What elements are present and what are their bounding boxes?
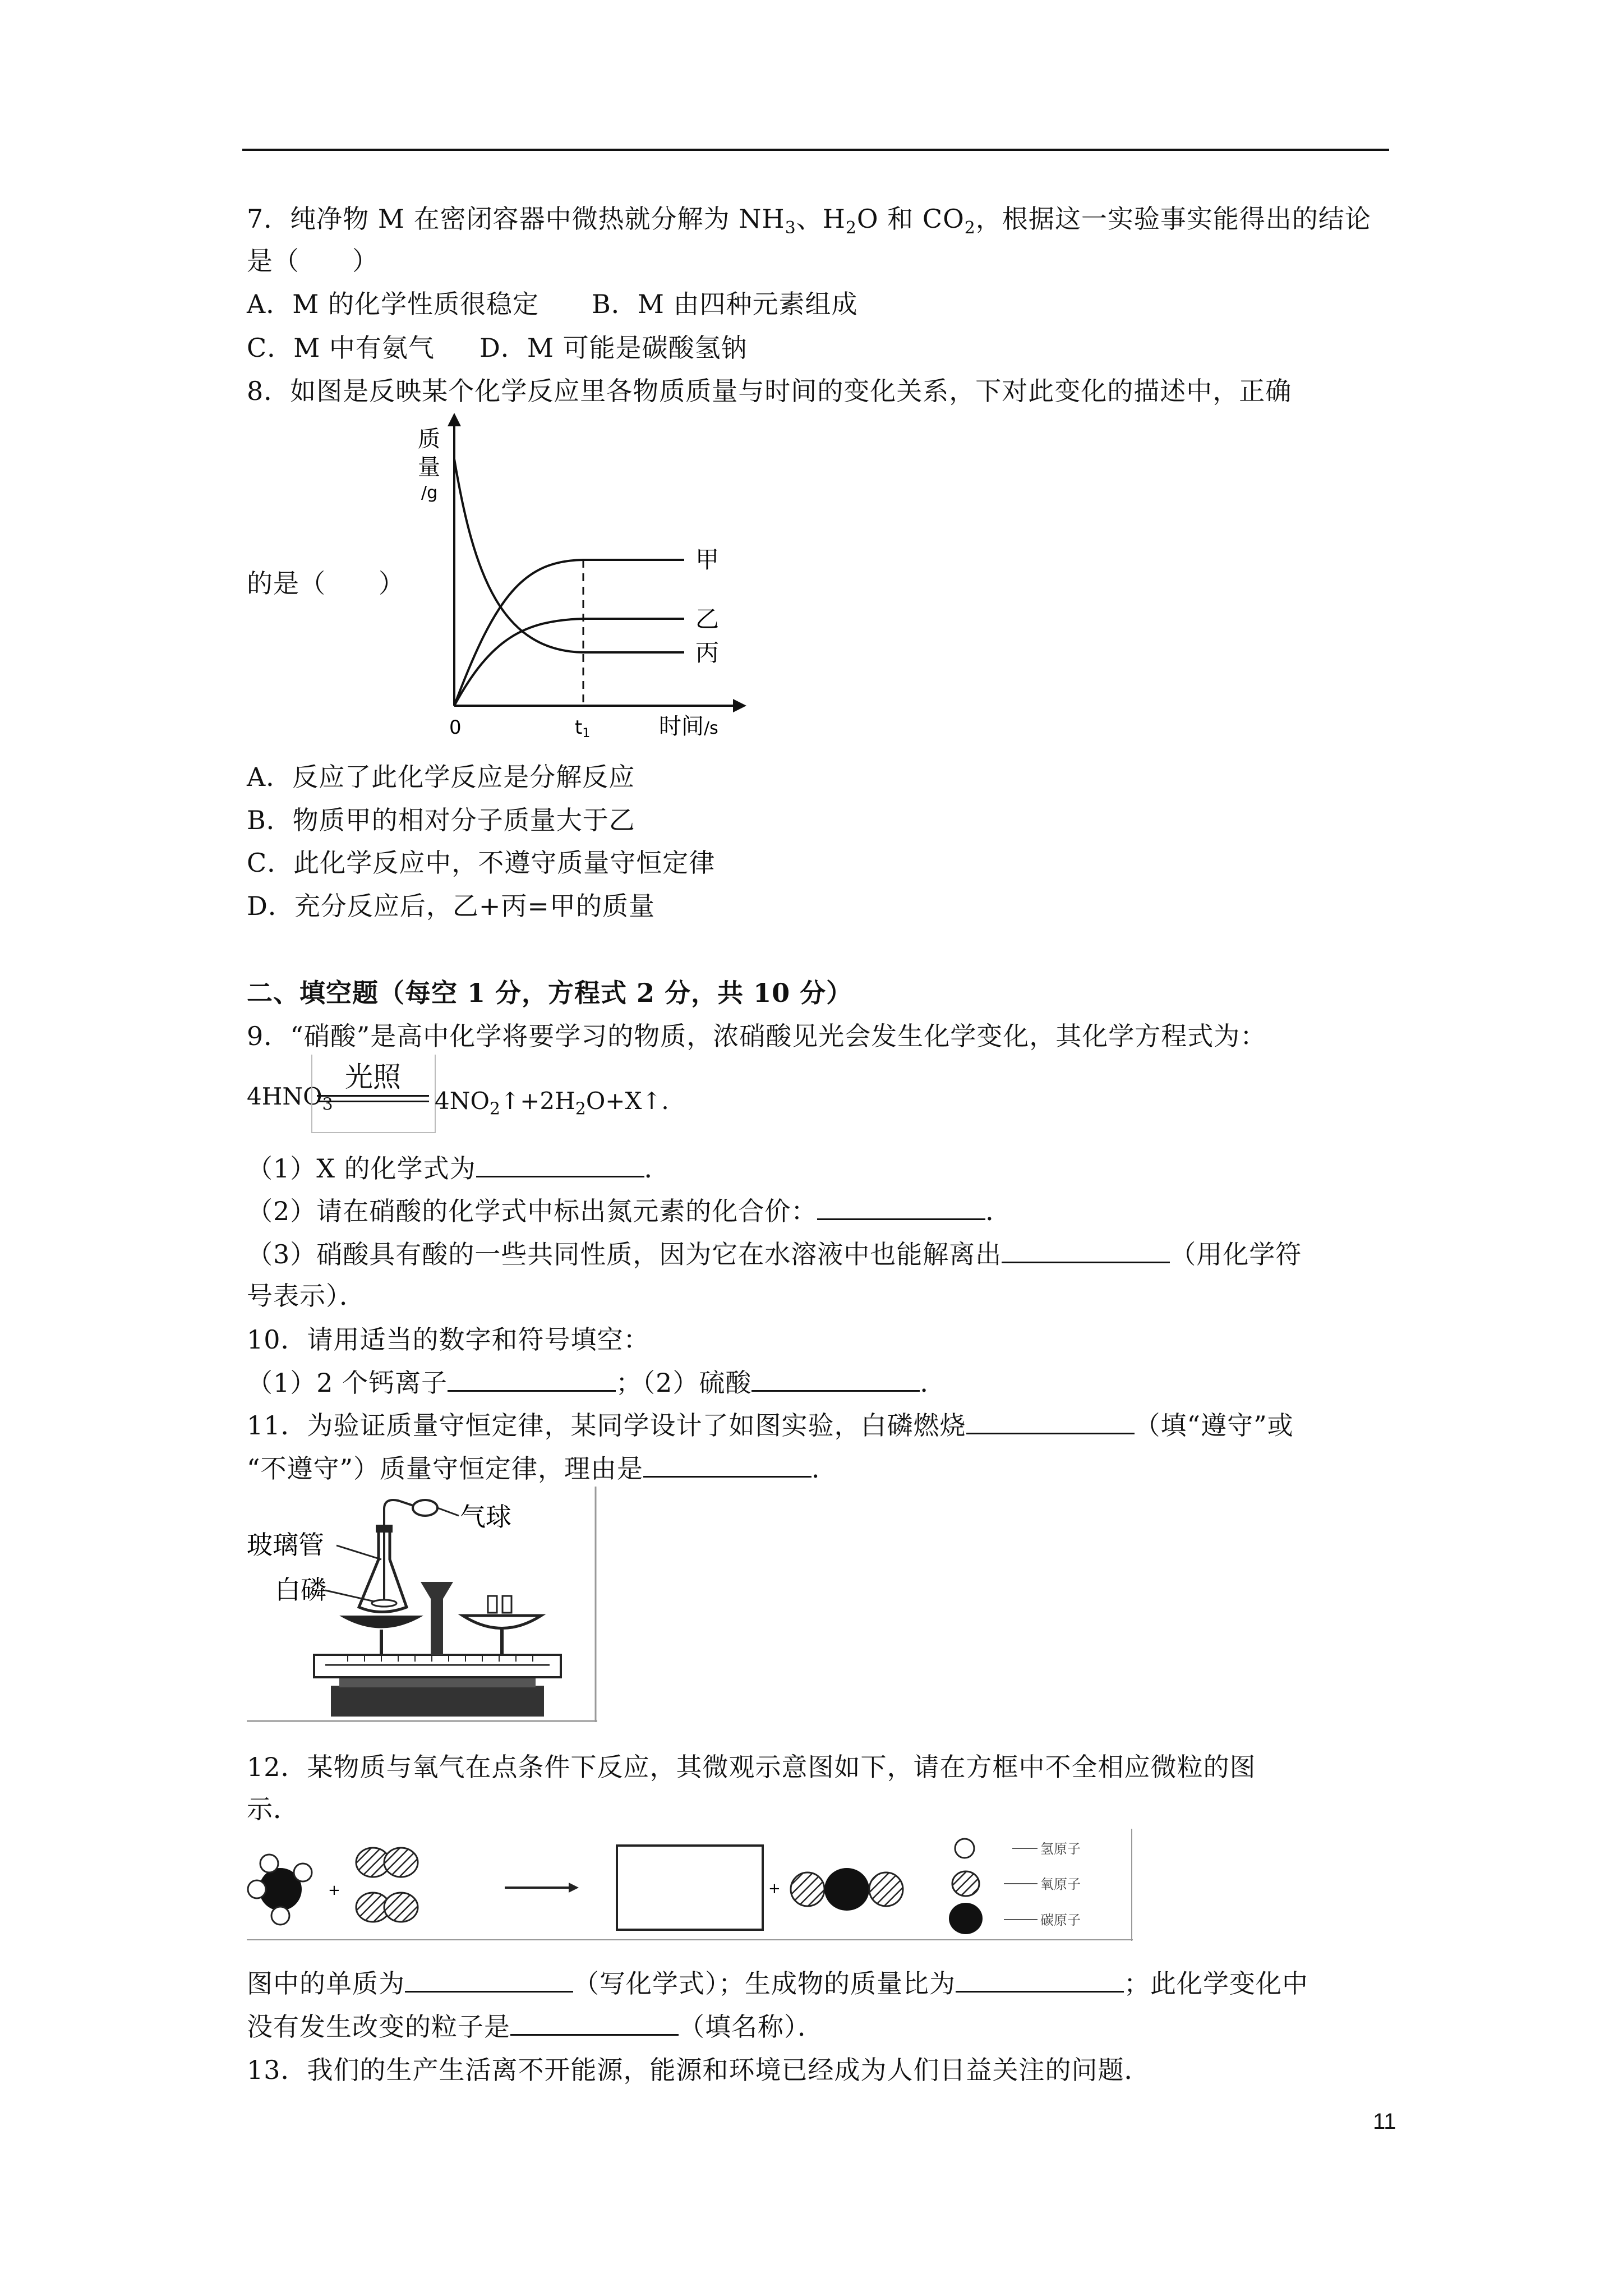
q12-part1: 图中的单质为 （写化学式）；生成物的质量比为 ；此化学变化中 — [247, 1966, 1308, 2000]
q11-stem: 11．为验证质量守恒定律，某同学设计了如图实验，白磷燃烧 （填“遵守”或 — [247, 1408, 1294, 1442]
q10-stem: 10．请用适当的数字和符号填空： — [247, 1324, 650, 1355]
q9-part3: （3）硝酸具有酸的一些共同性质，因为它在水溶液中也能解离出 （用化学符 — [247, 1237, 1302, 1271]
series-label-jia: 甲 — [695, 546, 720, 573]
q9-condition: 光照 — [345, 1061, 401, 1093]
q8-option-d: D．充分反应后，乙+丙=甲的质量 — [247, 891, 655, 921]
mass-time-chart — [412, 408, 771, 745]
q9-stem: 9．“硝酸”是高中化学将要学习的物质，浓硝酸见光会发生化学变化，其化学方程式为： — [247, 1021, 1267, 1051]
q7-stem-line2: 是（ ） — [247, 246, 379, 276]
q9-equation: $4HNO_3$ 光照 $4NO_2↑+2H_2O+X↑$． — [247, 1055, 920, 1133]
balloon — [413, 1500, 437, 1516]
q12-blank-1[interactable] — [405, 1966, 573, 1993]
label-white-phosphorus: 白磷 — [275, 1575, 326, 1605]
answer-box[interactable] — [617, 1846, 763, 1930]
label-balloon: 气球 — [460, 1502, 511, 1532]
q7-option-b: B．M 由四种元素组成 — [592, 289, 858, 319]
q10-parts: （1）2 个钙离子 ；（2）硫酸 ． — [247, 1365, 946, 1400]
q10-blank-2[interactable] — [751, 1365, 920, 1392]
q8-option-a: A．反应了此化学反应是分解反应 — [247, 762, 635, 792]
legend-o-label: 氧原子 — [1040, 1876, 1081, 1892]
legend-c-label: 碳原子 — [1040, 1912, 1081, 1928]
q9-blank-3[interactable] — [1002, 1237, 1170, 1263]
header-rule — [242, 149, 1389, 151]
q11-blank-1[interactable] — [966, 1408, 1135, 1434]
series-bing-line — [454, 459, 684, 652]
legend — [949, 1839, 1081, 1934]
q11-blank-2[interactable] — [643, 1451, 811, 1478]
series-label-bing: 丙 — [695, 639, 720, 666]
reaction-arrow-icon — [569, 1883, 579, 1893]
y-axis-label-unit: /g — [421, 483, 438, 503]
plus-sign-1: + — [328, 1882, 340, 1899]
legend-h-label: 氢原子 — [1040, 1841, 1081, 1857]
q8-stem: 8．如图是反映某个化学反应里各物质质量与时间的变化关系，下对此变化的描述中，正确 — [247, 376, 1292, 406]
q7-option-a: A．M 的化学性质很稳定 — [247, 289, 539, 319]
product-molecule-co2 — [791, 1868, 903, 1911]
y-axis-arrow-icon — [448, 413, 461, 426]
reactant-molecule-ch4 — [248, 1855, 312, 1925]
q11-line2: “不遵守”）质量守恒定律，理由是 ． — [247, 1451, 838, 1485]
weight-2 — [502, 1596, 511, 1613]
q12-stem: 12．某物质与氧气在点条件下反应，其微观示意图如下，请在方框中不全相应微粒的图 — [247, 1752, 1256, 1782]
page-number: 11 — [1373, 2109, 1396, 2134]
section-title: 二、填空题（每空 1 分，方程式 2 分，共 10 分） — [247, 978, 853, 1008]
y-axis-label-2: 量 — [418, 454, 440, 480]
label-glass-tube: 玻璃管 — [247, 1530, 324, 1560]
x-tick-t1: t1 — [575, 716, 591, 740]
legend-c-icon — [949, 1903, 983, 1934]
q9-part3-line2: 号表示）． — [247, 1281, 366, 1311]
q7-option-d: D．M 可能是碳酸氢钠 — [479, 333, 748, 363]
q9-blank-2[interactable] — [817, 1194, 985, 1220]
q7-stem: 7．纯净物 M 在密闭容器中微热就分解为 $NH_3$、$H_2O$ 和 $CO_2$，根据这一实验事实能得出的结论 — [247, 204, 1371, 238]
q12-part2: 没有发生改变的粒子是 （填名称）． — [247, 2009, 824, 2044]
x-axis-label: 时间/s — [659, 714, 718, 739]
weight-1 — [488, 1596, 497, 1613]
q9-part1: （1）X 的化学式为 ． — [247, 1151, 671, 1185]
x-tick-0: 0 — [449, 716, 462, 739]
series-yi-line — [454, 619, 684, 706]
y-axis-label-1: 质 — [418, 426, 440, 452]
q10-blank-1[interactable] — [448, 1365, 616, 1392]
q7-option-c: C．M 中有氨气 — [247, 333, 435, 363]
balance-experiment-figure — [247, 1487, 597, 1722]
q8-option-c: C．此化学反应中，不遵守质量守恒定律 — [247, 848, 716, 878]
legend-o-icon — [952, 1871, 979, 1896]
series-label-yi: 乙 — [695, 605, 720, 633]
x-axis-arrow-icon — [733, 699, 746, 712]
q12-blank-2[interactable] — [956, 1966, 1124, 1993]
q13-stem: 13．我们的生产生活离不开能源，能源和环境已经成为人们日益关注的问题． — [247, 2055, 1151, 2085]
reaction-micro-diagram — [247, 1829, 1133, 1941]
white-phosphorus — [372, 1600, 396, 1607]
q9-blank-1[interactable] — [476, 1151, 644, 1177]
q9-part2: （2）请在硝酸的化学式中标出氮元素的化合价： ． — [247, 1194, 1012, 1228]
series-jia-line — [454, 560, 684, 706]
q12-stem-line2: 示． — [247, 1794, 299, 1824]
legend-h-icon — [955, 1839, 974, 1858]
q8-stem-line2: 的是（ ） — [247, 568, 405, 599]
balance-base — [331, 1686, 544, 1717]
reactant-molecule-o2 — [356, 1848, 418, 1922]
q12-blank-3[interactable] — [510, 2009, 679, 2036]
q8-option-b: B．物质甲的相对分子质量大于乙 — [247, 805, 635, 835]
plus-sign-2: + — [768, 1880, 781, 1897]
